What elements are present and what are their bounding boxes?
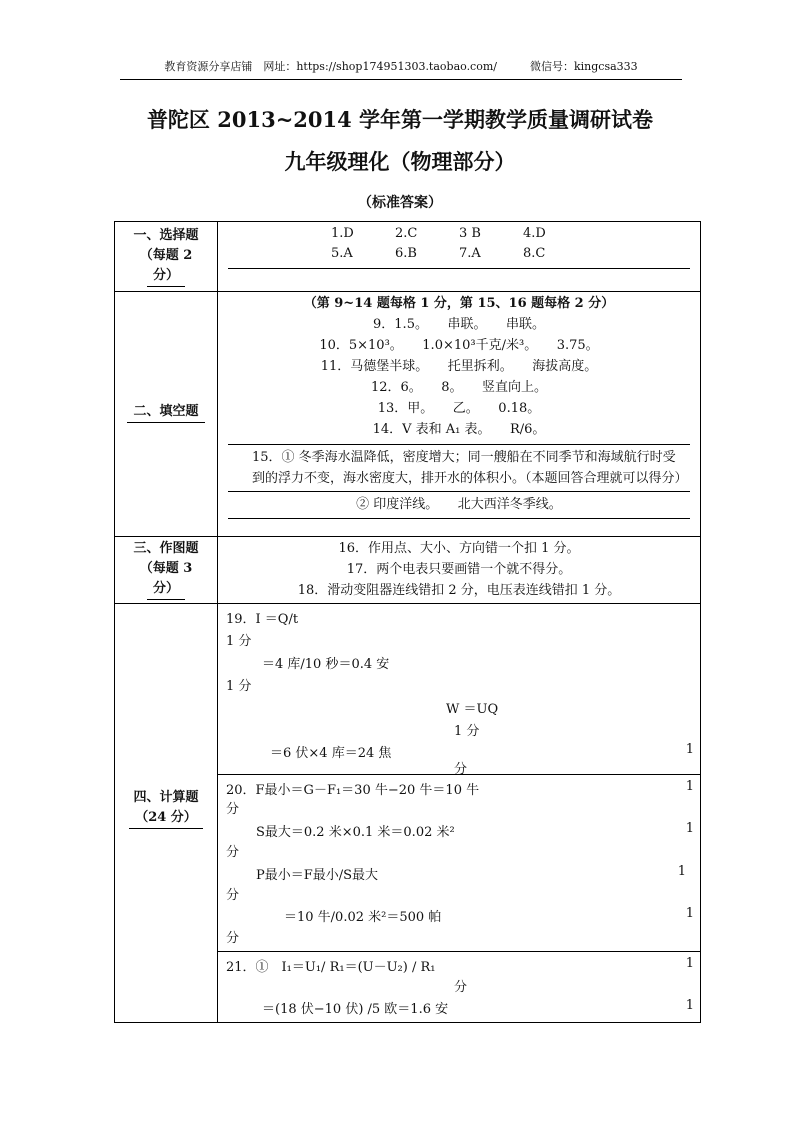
answer-q19: [218, 604, 700, 775]
q19-line1: 19．I ＝Q/t: [226, 612, 299, 627]
q19-points1: 1 分: [226, 634, 252, 649]
q20-points3: 1: [677, 864, 686, 879]
mc-answer: 3 B: [459, 226, 481, 241]
answer-q17: 17．两个电表只要画错一个就不得分。: [346, 562, 572, 577]
section-fill-answers: [218, 292, 700, 536]
mc-answer: 8.C: [523, 246, 546, 261]
answer-q20: [218, 775, 700, 952]
q20-line3: P最小＝F最小/S最大: [256, 868, 379, 883]
q20-points4: 1: [685, 906, 694, 921]
section-choice-answers: [218, 222, 700, 291]
label-line: 四、计算题: [133, 790, 199, 805]
q21-line2: ＝(18 伏−10 伏) /5 欧＝1.6 安: [262, 1002, 449, 1017]
q20-points2-unit: 分: [226, 845, 240, 860]
mc-answers: [228, 222, 690, 269]
answer-q13: 13．甲。 乙。 0.18。: [377, 401, 541, 416]
q20-points3-unit: 分: [226, 888, 240, 903]
exam-title: 普陀区 2013~2014 学年第一学期教学质量调研试卷: [146, 107, 654, 132]
mc-answer: 4.D: [523, 226, 546, 241]
q21-line1: 21．① I₁＝U₁/ R₁＝(U－U₂) / R₁: [226, 960, 436, 975]
mc-answer: 5.A: [331, 246, 353, 261]
q20-line1: 20．F最小＝G－F₁＝30 牛−20 牛＝10 牛: [226, 783, 480, 798]
label-line: 三、作图题: [133, 541, 199, 556]
q19-line3: W ＝UQ: [446, 702, 499, 717]
answer-q15-part1: 15．① 冬季海水温降低，密度增大；同一艘船在不同季节和海域航行时受到的浮力不变，海水密度大，排开水的体积小。（本题回答合理就可以得分）: [228, 444, 690, 491]
page-header: 教育资源分享店铺 网址：https://shop174951303.taobao.com/ 微信号：kingcsa333: [120, 58, 682, 80]
mc-answer: 2.C: [395, 226, 418, 241]
answer-q21: [218, 952, 700, 1022]
q19-points4: 1: [685, 742, 694, 757]
q20-points1-unit: 分: [226, 802, 240, 817]
q20-points4-unit: 分: [226, 931, 240, 946]
mc-answer: 6.B: [395, 246, 417, 261]
q20-line4: ＝10 牛/0.02 米²＝500 帕: [284, 910, 442, 925]
q20-line2: S最大＝0.2 米×0.1 米＝0.02 米²: [256, 825, 455, 840]
label-line: （每题 3: [139, 561, 193, 576]
section-drawing-answers: [218, 537, 700, 603]
section-fill-label: [115, 292, 218, 536]
answer-q15-part2: ② 印度洋线。 北大西洋冬季线。: [228, 491, 690, 519]
answer-q14: 14．V 表和 A₁ 表。 R/6。: [372, 422, 546, 437]
section-fill: [115, 292, 700, 537]
label-line: 分）: [147, 266, 185, 287]
q21-points2: 1: [685, 998, 694, 1013]
label-line: 二、填空题: [127, 402, 204, 423]
section-choice: [115, 222, 700, 292]
answer-q9: 9．1.5。 串联。 串联。: [373, 317, 545, 332]
mc-answer: 7.A: [459, 246, 481, 261]
section-drawing-label: [115, 537, 218, 603]
answer-q12: 12．6。 8。 竖直向上。: [370, 380, 548, 395]
label-line: 一、选择题: [133, 228, 199, 243]
q19-line2: ＝4 库/10 秒＝0.4 安: [262, 657, 390, 672]
answer-table: [114, 221, 701, 1023]
section-calc-answers: [218, 604, 700, 1022]
exam-subtitle: 九年级理化（物理部分）: [284, 149, 516, 174]
section-drawing: [115, 537, 700, 604]
q19-line4: ＝6 伏×4 库＝24 焦: [270, 746, 392, 761]
q19-points4-unit: 分: [454, 762, 468, 777]
section-choice-label: [115, 222, 218, 291]
mc-row-2: [228, 244, 690, 264]
label-line: （24 分）: [129, 808, 203, 829]
q20-points2: 1: [685, 821, 694, 836]
section-calc: [115, 604, 700, 1022]
mc-answer: 1.D: [331, 226, 354, 241]
answer-q10: 10．5×10³。 1.0×10³千克/米³。 3.75。: [319, 338, 599, 353]
q19-points3: 1 分: [454, 724, 480, 739]
fill-scoring-note: （第 9~14 题每格 1 分，第 15、16 题每格 2 分）: [303, 296, 615, 311]
answers-title: （标准答案）: [358, 195, 442, 211]
q21-points1: 1: [685, 956, 694, 971]
mc-row-1: [228, 224, 690, 244]
q20-points1: 1: [685, 779, 694, 794]
answer-q11: 11．马德堡半球。 托里拆利。 海拔高度。: [320, 359, 598, 374]
answer-q16: 16．作用点、大小、方向错一个扣 1 分。: [338, 541, 580, 556]
q21-points1-unit: 分: [454, 980, 468, 995]
label-line: 分）: [147, 579, 185, 600]
label-line: （每题 2: [139, 248, 193, 263]
answer-q18: 18．滑动变阻器连线错扣 2 分，电压表连线错扣 1 分。: [297, 583, 621, 598]
q19-points2: 1 分: [226, 679, 252, 694]
section-calc-label: [115, 604, 218, 1022]
